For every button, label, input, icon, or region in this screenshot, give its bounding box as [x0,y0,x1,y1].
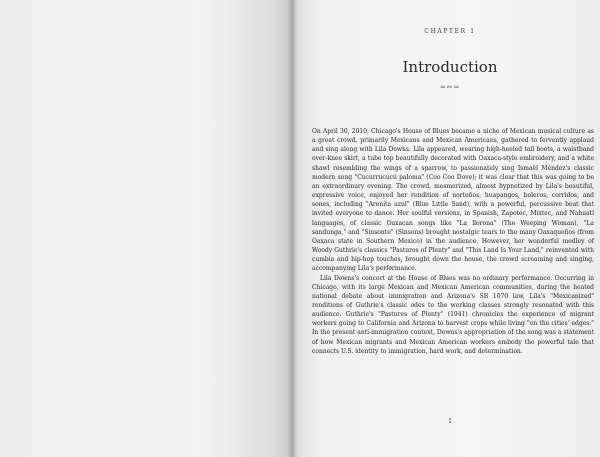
chapter-label: CHAPTER 1 [424,28,476,35]
chapter-body [312,127,594,356]
paragraph-1: On April 30, 2010, Chicago's House of Blues became a niche of Mexican musical culture as a great crowd, primarily Mexicans and Mexican Americans, gathered to fervently applaud and sing along with Lila Downs. Lila appeared, wearing high-heeled tall boots, a waistband over-knee skirt, a tube top beautifully decorated with Oaxaca-style embroidery, and a white shawl resembling the wings of a sparrow, to passionately sing Ismaël Méndez's classic modern song "Cucurrucucú paloma" (Coo Coo Dove); it was clear that this was going to be an extraordinary evening. The crowd, mesmerized, almost hypnotized by Lila's beautiful, expressive voice, enjoyed her rendition of norteños, huapangos, boleros, corridos, and sones, including "Arenita azul" (Blue Little Sand), with a powerful, percussive beat that invited everyone to dance. Her soulful versions, in Spanish, Zapotec, Mixtec, and Nahuatl languages, of classic Oaxacan songs like "La llorona" (The Weeping Woman), "La sandunga," and "Sinsonte" (Sinsons) brought nostalgic tears to the many Oaxaqueños (from Oaxaca state in Southern Mexico) in the audience. However, her wonderful medley of Woody Guthrie's classics "Pastures of Plenty" and "This Land Is Your Land," reinvented with cumbia and hip-hop touches, brought down the house, the crowd screaming and singing, accompanying Lila's performance. [312,128,594,273]
ornament-flourish: ≈∾≈ [439,83,461,91]
chapter-title: Introduction [402,58,498,76]
book-gutter [288,0,300,457]
left-page-blank [0,0,290,457]
paragraph-2: Lila Downs's concert at the House of Blues was no ordinary performance. Occurring in Chicago, with its large Mexican and Mexican American communities, during the heated national debate about immigration and Arizona's SB 1070 law, Lila's "Mexicanized" renditions of Guthrie's classic odes to the working classes strongly resonated with this audience. Guthrie's "Pastures of Plenty" (1941) chronicles the experience of migrant workers going to California and Arizona to harvest crops while living "on the cities' edges." In the present anti-immigration context, Downs's appropriation of the song was a statement of how Mexican migrants and Mexican American workers embody the powerful tale that connects U.S. identity to immigration, hard work, and determination. [312,274,594,355]
page-number: 1 [448,418,452,425]
